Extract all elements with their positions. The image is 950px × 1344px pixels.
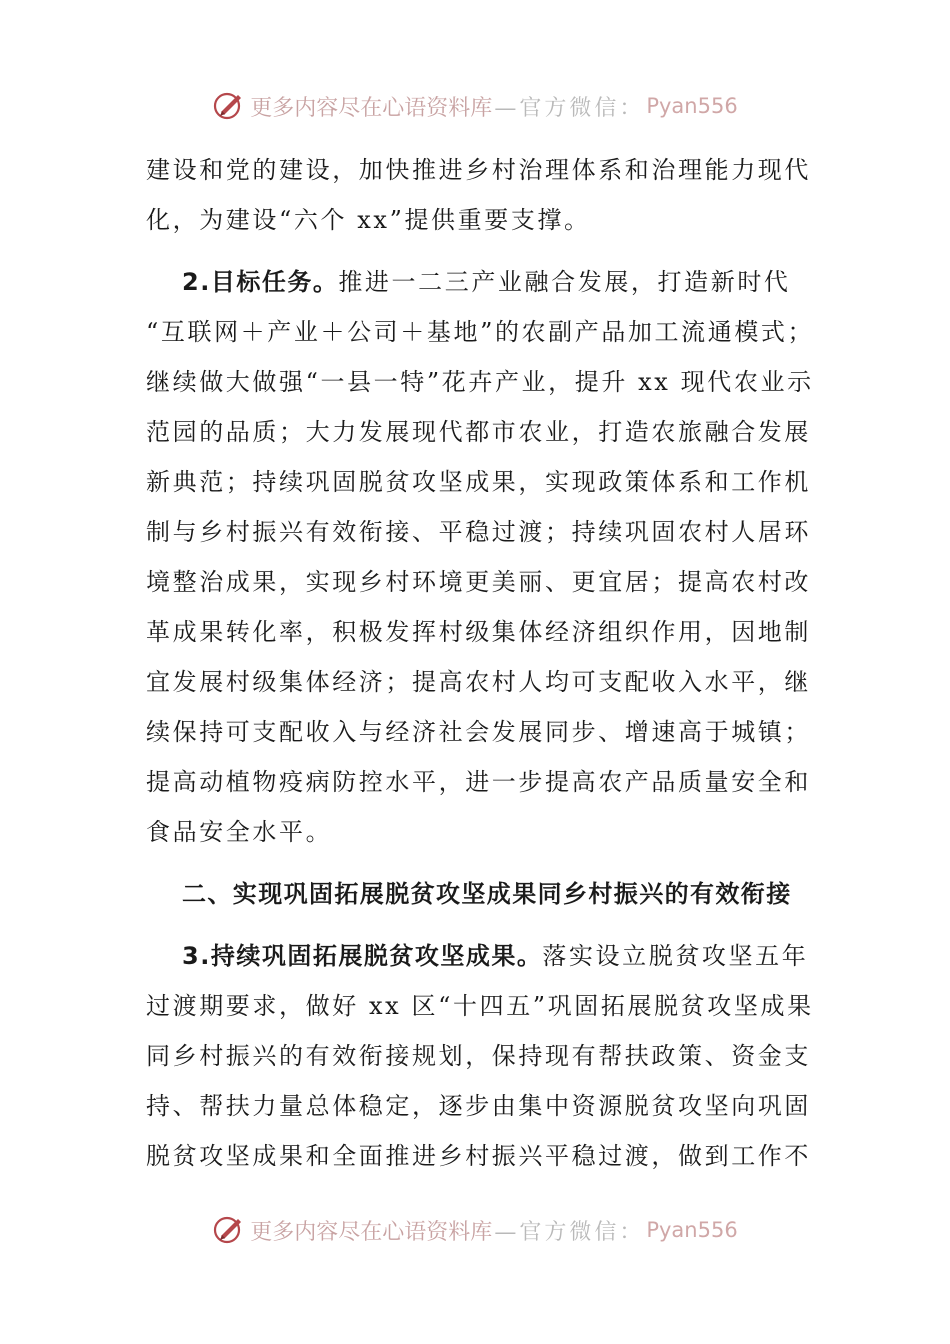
text-line: 继续做大做强“一县一特”花卉产业，提升 xx 现代农业示 xyxy=(146,368,814,396)
watermark-main-text: 更多内容尽在心语资料库 xyxy=(250,1219,493,1245)
text-line: 化，为建设“六个 xx”提供重要支撑。 xyxy=(146,206,591,234)
watermark-main-text: 更多内容尽在心语资料库 xyxy=(250,95,493,121)
text-line: “互联网＋产业＋公司＋基地”的农副产品加工流通模式； xyxy=(146,318,815,346)
watermark-sub-text: —官方微信： xyxy=(494,1219,645,1245)
header-watermark xyxy=(0,86,950,126)
quill-logo-icon xyxy=(212,1213,246,1247)
text-line: 革成果转化率，积极发挥村级集体经济组织作用，因地制 xyxy=(146,618,811,646)
text-line: 提高动植物疫病防控水平，进一步提高农产品质量安全和 xyxy=(146,768,811,796)
text-line: 过渡期要求，做好 xx 区“十四五”巩固拓展脱贫攻坚成果 xyxy=(146,992,814,1020)
text-line: 续保持可支配收入与经济社会发展同步、增速高于城镇； xyxy=(146,718,811,746)
text-span: 推进一二三产业融合发展，打造新时代 xyxy=(338,268,791,296)
text-line: 建设和党的建设，加快推进乡村治理体系和治理能力现代 xyxy=(146,156,811,184)
paragraph-1 xyxy=(146,145,811,245)
text-line: 制与乡村振兴有效衔接、平稳过渡；持续巩固农村人居环 xyxy=(146,518,811,546)
text-line: 同乡村振兴的有效衔接规划，保持现有帮扶政策、资金支 xyxy=(146,1042,811,1070)
watermark-wechat-id: Pyan556 xyxy=(646,94,738,118)
text-line: 脱贫攻坚成果和全面推进乡村振兴平稳过渡，做到工作不 xyxy=(146,1142,811,1170)
text-line xyxy=(146,257,806,307)
text-line: 新典范；持续巩固脱贫攻坚成果，实现政策体系和工作机 xyxy=(146,468,811,496)
section-heading: 二、实现巩固拓展脱贫攻坚成果同乡村振兴的有效衔接 xyxy=(182,880,792,908)
section-lead-2: 2.目标任务。 xyxy=(182,268,339,296)
text-line: 食品安全水平。 xyxy=(146,818,333,846)
footer-watermark xyxy=(0,1210,950,1250)
section-lead-3: 3.持续巩固拓展脱贫攻坚成果。 xyxy=(182,942,543,970)
text-line: 宜发展村级集体经济；提高农村人均可支配收入水平，继 xyxy=(146,668,811,696)
text-line: 境整治成果，实现乡村环境更美丽、更宜居；提高农村改 xyxy=(146,568,811,596)
quill-logo-icon xyxy=(212,89,246,123)
paragraph-2 xyxy=(146,257,815,857)
document-body xyxy=(146,145,815,1181)
watermark-sub-text: —官方微信： xyxy=(494,95,645,121)
text-line: 范园的品质；大力发展现代都市农业，打造农旅融合发展 xyxy=(146,418,811,446)
watermark-wechat-id: Pyan556 xyxy=(646,1218,738,1242)
paragraph-3 xyxy=(146,931,814,1181)
text-span: 落实设立脱贫攻坚五年 xyxy=(542,942,809,970)
text-line: 持、帮扶力量总体稳定，逐步由集中资源脱贫攻坚向巩固 xyxy=(146,1092,811,1120)
text-line xyxy=(146,931,809,981)
